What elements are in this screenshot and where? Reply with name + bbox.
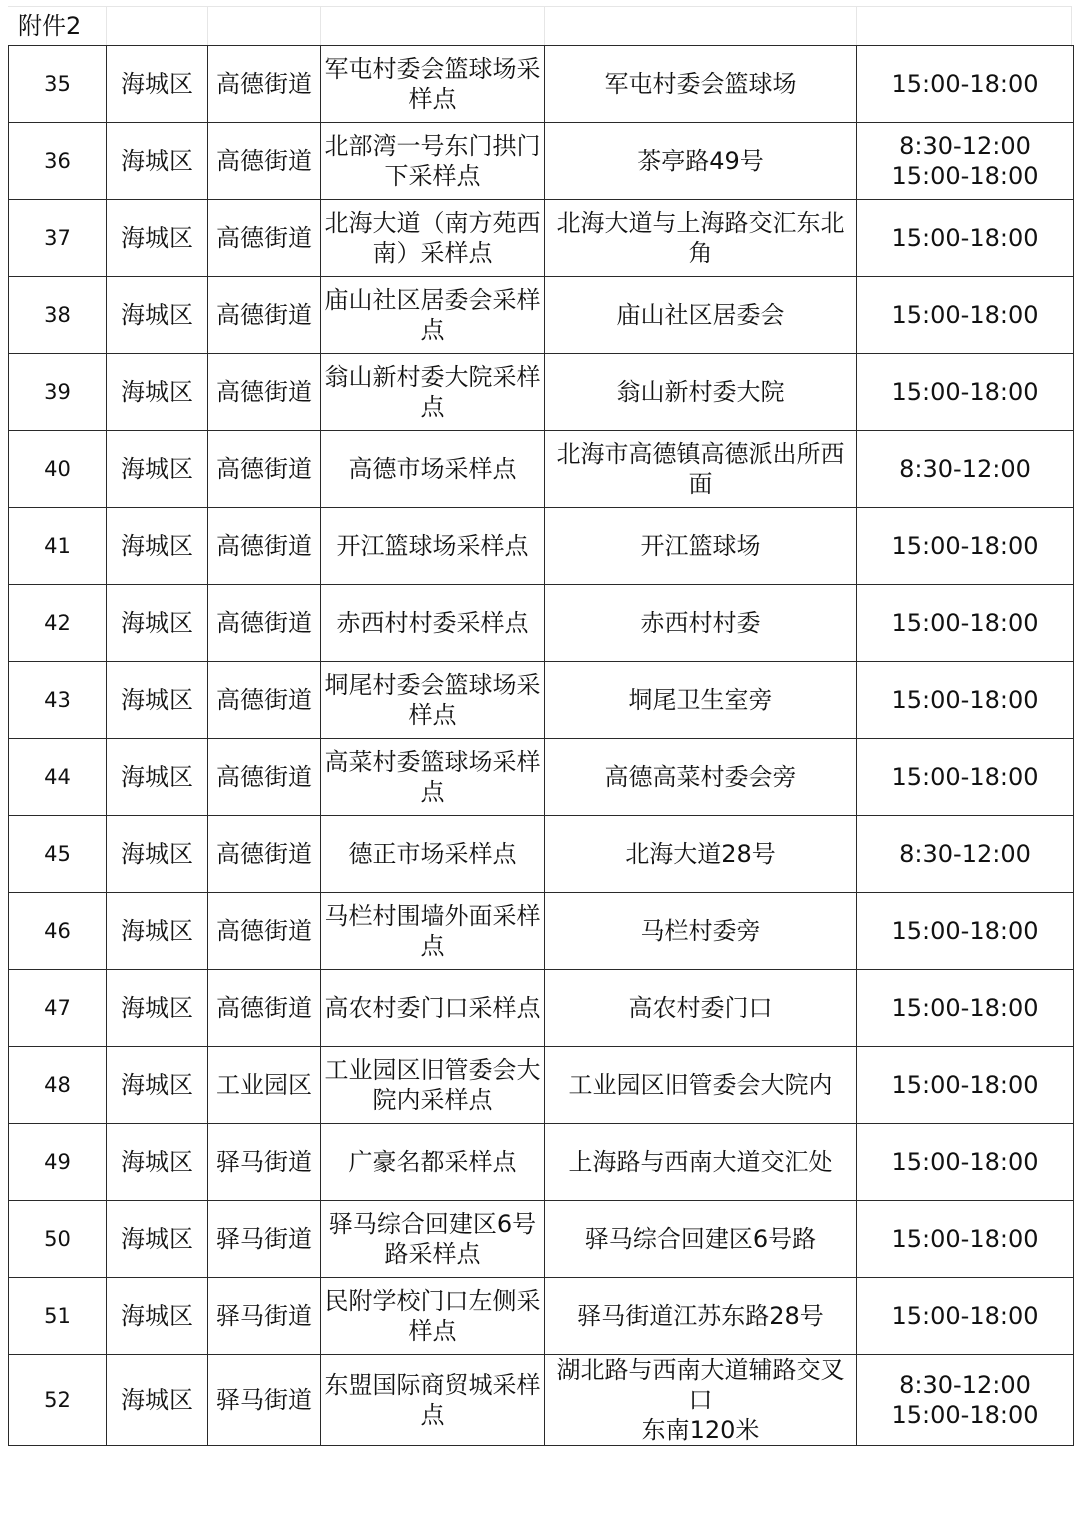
row-number: 52 bbox=[9, 1355, 107, 1446]
table-row bbox=[9, 1278, 1074, 1355]
table-row bbox=[9, 200, 1074, 277]
address-cell: 马栏村委旁 bbox=[545, 893, 857, 970]
time-cell: 15:00-18:00 bbox=[857, 739, 1074, 816]
address-cell: 北海市高德镇高德派出所西面 bbox=[545, 431, 857, 508]
time-cell: 8:30-12:00 15:00-18:00 bbox=[857, 1355, 1074, 1446]
district-cell: 海城区 bbox=[107, 46, 208, 123]
site-name-cell: 驿马综合回建区6号 路采样点 bbox=[321, 1201, 545, 1278]
district-cell: 海城区 bbox=[107, 123, 208, 200]
district-cell: 海城区 bbox=[107, 585, 208, 662]
street-cell: 高德街道 bbox=[208, 277, 321, 354]
site-name-cell: 广豪名都采样点 bbox=[321, 1124, 545, 1201]
row-number: 46 bbox=[9, 893, 107, 970]
street-cell: 驿马街道 bbox=[208, 1124, 321, 1201]
table-row bbox=[9, 354, 1074, 431]
address-cell: 庙山社区居委会 bbox=[545, 277, 857, 354]
site-name-cell: 高德市场采样点 bbox=[321, 431, 545, 508]
address-cell: 开江篮球场 bbox=[545, 508, 857, 585]
time-cell: 15:00-18:00 bbox=[857, 1047, 1074, 1124]
district-cell: 海城区 bbox=[107, 354, 208, 431]
time-cell: 8:30-12:00 15:00-18:00 bbox=[857, 123, 1074, 200]
address-cell: 垌尾卫生室旁 bbox=[545, 662, 857, 739]
district-cell: 海城区 bbox=[107, 200, 208, 277]
sampling-sites-table bbox=[8, 45, 1074, 1446]
address-cell: 高德高菜村委会旁 bbox=[545, 739, 857, 816]
street-cell: 高德街道 bbox=[208, 354, 321, 431]
time-cell: 15:00-18:00 bbox=[857, 354, 1074, 431]
row-number: 43 bbox=[9, 662, 107, 739]
street-cell: 高德街道 bbox=[208, 431, 321, 508]
table-row bbox=[9, 662, 1074, 739]
row-number: 44 bbox=[9, 739, 107, 816]
district-cell: 海城区 bbox=[107, 893, 208, 970]
site-name-cell: 北部湾一号东门拱门 下采样点 bbox=[321, 123, 545, 200]
site-name-cell: 赤西村村委采样点 bbox=[321, 585, 545, 662]
table-row bbox=[9, 585, 1074, 662]
address-cell: 高农村委门口 bbox=[545, 970, 857, 1047]
street-cell: 高德街道 bbox=[208, 585, 321, 662]
address-cell: 军屯村委会篮球场 bbox=[545, 46, 857, 123]
table-row bbox=[9, 1355, 1074, 1446]
row-number: 37 bbox=[9, 200, 107, 277]
address-cell: 茶亭路49号 bbox=[545, 123, 857, 200]
street-cell: 高德街道 bbox=[208, 46, 321, 123]
site-name-cell: 北海大道（南方苑西 南）采样点 bbox=[321, 200, 545, 277]
row-number: 35 bbox=[9, 46, 107, 123]
address-cell: 工业园区旧管委会大院内 bbox=[545, 1047, 857, 1124]
row-number: 49 bbox=[9, 1124, 107, 1201]
site-name-cell: 高菜村委篮球场采样 点 bbox=[321, 739, 545, 816]
site-name-cell: 德正市场采样点 bbox=[321, 816, 545, 893]
street-cell: 工业园区 bbox=[208, 1047, 321, 1124]
time-cell: 15:00-18:00 bbox=[857, 277, 1074, 354]
address-cell: 赤西村村委 bbox=[545, 585, 857, 662]
site-name-cell: 翁山新村委大院采样 点 bbox=[321, 354, 545, 431]
district-cell: 海城区 bbox=[107, 431, 208, 508]
time-cell: 15:00-18:00 bbox=[857, 1201, 1074, 1278]
district-cell: 海城区 bbox=[107, 1355, 208, 1446]
address-cell: 北海大道与上海路交汇东北角 bbox=[545, 200, 857, 277]
time-cell: 15:00-18:00 bbox=[857, 662, 1074, 739]
time-cell: 8:30-12:00 bbox=[857, 431, 1074, 508]
street-cell: 高德街道 bbox=[208, 662, 321, 739]
street-cell: 高德街道 bbox=[208, 200, 321, 277]
time-cell: 15:00-18:00 bbox=[857, 970, 1074, 1047]
row-number: 40 bbox=[9, 431, 107, 508]
table-row bbox=[9, 970, 1074, 1047]
table-row bbox=[9, 46, 1074, 123]
table-row bbox=[9, 431, 1074, 508]
row-number: 38 bbox=[9, 277, 107, 354]
table-row bbox=[9, 1124, 1074, 1201]
table-row bbox=[9, 123, 1074, 200]
time-cell: 15:00-18:00 bbox=[857, 1278, 1074, 1355]
spreadsheet-gridlines bbox=[8, 6, 1072, 46]
site-name-cell: 东盟国际商贸城采样 点 bbox=[321, 1355, 545, 1446]
attachment-label: 附件2 bbox=[18, 12, 82, 40]
street-cell: 高德街道 bbox=[208, 970, 321, 1047]
time-cell: 15:00-18:00 bbox=[857, 46, 1074, 123]
street-cell: 高德街道 bbox=[208, 508, 321, 585]
address-cell: 上海路与西南大道交汇处 bbox=[545, 1124, 857, 1201]
district-cell: 海城区 bbox=[107, 1278, 208, 1355]
site-name-cell: 垌尾村委会篮球场采 样点 bbox=[321, 662, 545, 739]
street-cell: 驿马街道 bbox=[208, 1355, 321, 1446]
district-cell: 海城区 bbox=[107, 816, 208, 893]
street-cell: 驿马街道 bbox=[208, 1278, 321, 1355]
time-cell: 15:00-18:00 bbox=[857, 200, 1074, 277]
district-cell: 海城区 bbox=[107, 1047, 208, 1124]
site-name-cell: 开江篮球场采样点 bbox=[321, 508, 545, 585]
district-cell: 海城区 bbox=[107, 277, 208, 354]
street-cell: 高德街道 bbox=[208, 123, 321, 200]
row-number: 36 bbox=[9, 123, 107, 200]
district-cell: 海城区 bbox=[107, 739, 208, 816]
row-number: 39 bbox=[9, 354, 107, 431]
table-row bbox=[9, 277, 1074, 354]
address-cell: 驿马街道江苏东路28号 bbox=[545, 1278, 857, 1355]
row-number: 42 bbox=[9, 585, 107, 662]
table-row bbox=[9, 816, 1074, 893]
district-cell: 海城区 bbox=[107, 1124, 208, 1201]
site-name-cell: 民附学校门口左侧采 样点 bbox=[321, 1278, 545, 1355]
site-name-cell: 工业园区旧管委会大 院内采样点 bbox=[321, 1047, 545, 1124]
table-body bbox=[9, 46, 1074, 1446]
site-name-cell: 马栏村围墙外面采样 点 bbox=[321, 893, 545, 970]
row-number: 51 bbox=[9, 1278, 107, 1355]
district-cell: 海城区 bbox=[107, 970, 208, 1047]
row-number: 45 bbox=[9, 816, 107, 893]
site-name-cell: 庙山社区居委会采样 点 bbox=[321, 277, 545, 354]
table-row bbox=[9, 1047, 1074, 1124]
time-cell: 15:00-18:00 bbox=[857, 893, 1074, 970]
address-cell: 湖北路与西南大道辅路交叉口 东南120米 bbox=[545, 1355, 857, 1446]
street-cell: 高德街道 bbox=[208, 816, 321, 893]
time-cell: 15:00-18:00 bbox=[857, 1124, 1074, 1201]
row-number: 50 bbox=[9, 1201, 107, 1278]
table-row bbox=[9, 508, 1074, 585]
district-cell: 海城区 bbox=[107, 662, 208, 739]
address-cell: 翁山新村委大院 bbox=[545, 354, 857, 431]
address-cell: 驿马综合回建区6号路 bbox=[545, 1201, 857, 1278]
table-row bbox=[9, 739, 1074, 816]
time-cell: 8:30-12:00 bbox=[857, 816, 1074, 893]
time-cell: 15:00-18:00 bbox=[857, 585, 1074, 662]
table-row bbox=[9, 1201, 1074, 1278]
row-number: 41 bbox=[9, 508, 107, 585]
district-cell: 海城区 bbox=[107, 1201, 208, 1278]
time-cell: 15:00-18:00 bbox=[857, 508, 1074, 585]
site-name-cell: 高农村委门口采样点 bbox=[321, 970, 545, 1047]
address-cell: 北海大道28号 bbox=[545, 816, 857, 893]
row-number: 48 bbox=[9, 1047, 107, 1124]
site-name-cell: 军屯村委会篮球场采 样点 bbox=[321, 46, 545, 123]
table-row bbox=[9, 893, 1074, 970]
row-number: 47 bbox=[9, 970, 107, 1047]
street-cell: 高德街道 bbox=[208, 739, 321, 816]
street-cell: 驿马街道 bbox=[208, 1201, 321, 1278]
street-cell: 高德街道 bbox=[208, 893, 321, 970]
district-cell: 海城区 bbox=[107, 508, 208, 585]
